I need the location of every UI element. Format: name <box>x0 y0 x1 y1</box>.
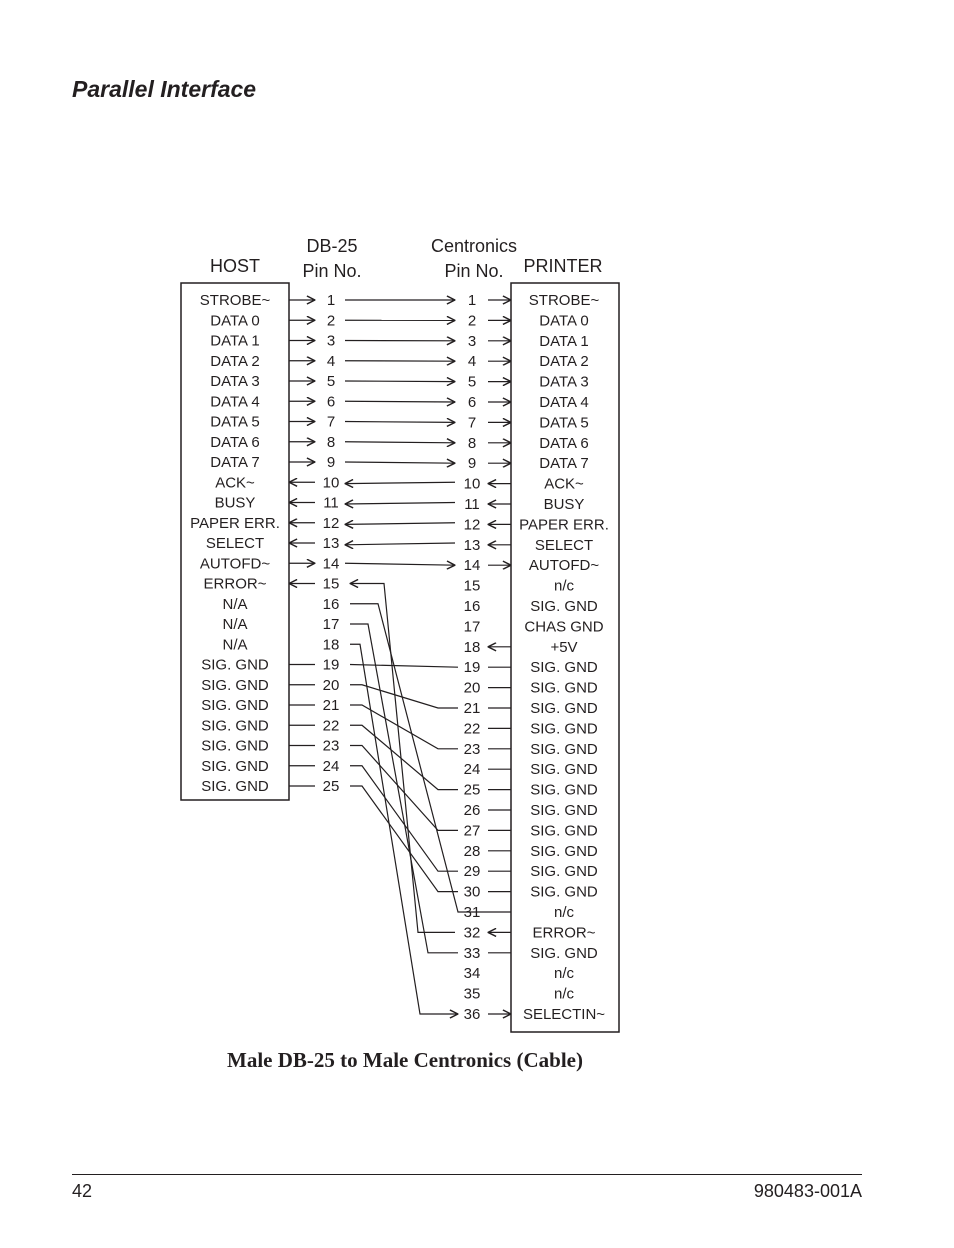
db25-pin-20: 20 <box>322 676 340 694</box>
wire-db25-5-to-centronics-5 <box>345 381 455 382</box>
centronics-pin-24: 24 <box>463 761 481 779</box>
printer-signal-sig-gnd: SIG. GND <box>530 802 598 819</box>
host-signal-paper-err: PAPER ERR. <box>190 514 280 532</box>
db25-header-line1: DB-25 <box>306 236 358 256</box>
printer-label: PRINTER <box>523 256 603 276</box>
centronics-pin-1: 1 <box>467 292 477 309</box>
host-signal-data-2: DATA 2 <box>210 352 260 370</box>
wire-db25-22-to-centronics-25 <box>350 725 458 789</box>
db25-pin-6: 6 <box>326 393 336 411</box>
host-signal-sig-gnd: SIG. GND <box>201 757 269 775</box>
printer-signal-chas-gnd: CHAS GND <box>524 618 604 636</box>
printer-signal-sig-gnd: SIG. GND <box>530 720 598 738</box>
wire-db25-6-to-centronics-6 <box>345 401 455 402</box>
centronics-pin-3: 3 <box>467 332 477 350</box>
printer-signal-sig-gnd: SIG. GND <box>530 740 598 758</box>
centronics-pin-28: 28 <box>463 842 481 860</box>
db25-pin-10: 10 <box>322 474 340 492</box>
host-signal-n-a: N/A <box>222 616 248 633</box>
printer-signal-sig-gnd: SIG. GND <box>530 863 598 881</box>
db25-header-line2: Pin No. <box>302 261 362 281</box>
wire-db25-21-to-centronics-23 <box>350 705 458 749</box>
host-signal-data-6: DATA 6 <box>210 433 260 451</box>
centronics-pin-12: 12 <box>463 516 481 534</box>
centronics-pin-34: 34 <box>463 965 481 983</box>
host-signal-data-3: DATA 3 <box>210 373 260 390</box>
printer-signal-ack: ACK~ <box>544 475 584 493</box>
centronics-pin-13: 13 <box>463 536 481 554</box>
wire-db25-15-to-centronics-32 <box>350 584 455 933</box>
host-signal-busy: BUSY <box>214 494 256 512</box>
wire-db25-12-to-centronics-12 <box>345 523 455 525</box>
host-label: HOST <box>209 256 261 276</box>
centronics-pin-20: 20 <box>463 679 481 697</box>
centronics-pin-27: 27 <box>463 822 481 840</box>
section-title: Parallel Interface <box>72 76 257 102</box>
host-signal-n-a: N/A <box>222 636 248 654</box>
host-signal-sig-gnd: SIG. GND <box>201 737 269 755</box>
printer-signal-paper-err: PAPER ERR. <box>519 516 609 534</box>
printer-signal-sig-gnd: SIG. GND <box>530 842 598 860</box>
centronics-pin-31: 31 <box>463 904 481 921</box>
db25-pin-17: 17 <box>322 616 340 633</box>
wire-db25-7-to-centronics-7 <box>345 422 455 423</box>
host-signal-data-4: DATA 4 <box>210 393 260 411</box>
centronics-pin-22: 22 <box>463 720 481 738</box>
centronics-pin-30: 30 <box>463 883 481 901</box>
centronics-pin-6: 6 <box>467 394 477 411</box>
wire-db25-8-to-centronics-8 <box>345 442 455 443</box>
printer-signal-selectin: SELECTIN~ <box>522 1006 606 1023</box>
printer-signal-sig-gnd: SIG. GND <box>530 659 598 677</box>
db25-pin-18: 18 <box>322 636 340 654</box>
centronics-pin-4: 4 <box>467 353 477 371</box>
centronics-pin-15: 15 <box>463 577 481 595</box>
centronics-pin-9: 9 <box>467 455 477 473</box>
printer-signal-sig-gnd: SIG. GND <box>530 761 598 779</box>
wire-db25-18-to-centronics-36 <box>350 644 458 1014</box>
host-signal-data-0: DATA 0 <box>210 312 260 330</box>
page-number: 42 <box>72 1181 93 1201</box>
db25-pin-14: 14 <box>322 555 340 573</box>
db25-pin-13: 13 <box>322 535 340 552</box>
centronics-pin-26: 26 <box>463 802 481 819</box>
wire-db25-19-to-centronics-19 <box>350 665 458 668</box>
wire-db25-13-to-centronics-13 <box>345 543 455 545</box>
host-signal-data-1: DATA 1 <box>210 332 260 350</box>
centronics-pin-8: 8 <box>467 434 477 452</box>
printer-signal-data-6: DATA 6 <box>539 434 589 452</box>
db25-pin-24: 24 <box>322 757 340 775</box>
db25-pin-19: 19 <box>322 656 340 674</box>
printer-signal-data-5: DATA 5 <box>539 414 589 432</box>
host-signal-sig-gnd: SIG. GND <box>201 778 269 795</box>
printer-signal-n-c: n/c <box>553 965 575 983</box>
centronics-pin-21: 21 <box>463 700 481 717</box>
db25-pin-22: 22 <box>322 717 340 735</box>
centronics-pin-32: 32 <box>463 924 481 942</box>
wire-db25-11-to-centronics-11 <box>345 503 455 505</box>
centronics-pin-14: 14 <box>463 557 481 575</box>
host-signal-select: SELECT <box>205 535 265 552</box>
db25-pin-5: 5 <box>326 373 336 390</box>
centronics-header-line1: Centronics <box>430 236 518 256</box>
printer-signal-sig-gnd: SIG. GND <box>530 822 598 840</box>
printer-signal-sig-gnd: SIG. GND <box>530 700 598 717</box>
db25-pin-23: 23 <box>322 737 340 755</box>
wire-db25-10-to-centronics-10 <box>345 482 455 483</box>
host-signal-data-5: DATA 5 <box>210 413 260 431</box>
db25-pin-21: 21 <box>322 697 340 714</box>
host-signal-autofd: AUTOFD~ <box>199 555 271 573</box>
printer-signal-n-c: n/c <box>553 985 575 1003</box>
wire-db25-14-to-centronics-14 <box>345 563 455 565</box>
printer-signal-autofd: AUTOFD~ <box>528 557 600 575</box>
figure-caption: Male DB-25 to Male Centronics (Cable) <box>227 1048 583 1072</box>
db25-pin-3: 3 <box>326 332 336 350</box>
centronics-pin-36: 36 <box>463 1006 481 1023</box>
host-signal-sig-gnd: SIG. GND <box>201 676 269 694</box>
db25-pin-15: 15 <box>322 575 340 593</box>
db25-pin-25: 25 <box>322 778 340 795</box>
host-signal-sig-gnd: SIG. GND <box>201 697 269 714</box>
centronics-pin-29: 29 <box>463 863 481 881</box>
centronics-pin-11: 11 <box>464 496 480 513</box>
printer-signal-select: SELECT <box>534 536 594 554</box>
centronics-pin-7: 7 <box>467 414 477 432</box>
db25-pin-4: 4 <box>326 352 336 370</box>
db25-pin-2: 2 <box>326 312 336 330</box>
printer-signal-sig-gnd: SIG. GND <box>530 781 598 799</box>
printer-signal-error: ERROR~ <box>532 924 596 942</box>
host-signal-error: ERROR~ <box>203 575 267 593</box>
host-signal-ack: ACK~ <box>215 474 255 492</box>
centronics-header-line2: Pin No. <box>444 261 504 281</box>
centronics-pin-5: 5 <box>467 373 477 391</box>
centronics-pin-18: 18 <box>463 638 481 656</box>
footer-divider <box>72 1174 862 1175</box>
printer-signal-sig-gnd: SIG. GND <box>530 598 598 615</box>
printer-signal-sig-gnd: SIG. GND <box>530 679 598 697</box>
printer-signal-data-1: DATA 1 <box>539 332 589 350</box>
host-signal-strobe: STROBE~ <box>199 292 271 309</box>
centronics-pin-19: 19 <box>463 659 481 677</box>
wire-db25-25-to-centronics-30 <box>350 786 458 892</box>
centronics-pin-10: 10 <box>463 475 481 493</box>
printer-signal-data-7: DATA 7 <box>539 455 589 473</box>
printer-signal-busy: BUSY <box>543 496 585 513</box>
centronics-pin-2: 2 <box>467 312 477 330</box>
centronics-pin-33: 33 <box>463 944 481 962</box>
db25-pin-8: 8 <box>326 433 336 451</box>
db25-pin-12: 12 <box>322 514 340 532</box>
centronics-pin-25: 25 <box>463 781 481 799</box>
printer-signal-sig-gnd: SIG. GND <box>530 883 598 901</box>
db25-pin-9: 9 <box>326 454 336 471</box>
db25-pin-7: 7 <box>326 413 336 431</box>
centronics-pin-23: 23 <box>463 740 481 758</box>
printer-signal-data-3: DATA 3 <box>539 373 589 391</box>
db25-pin-1: 1 <box>326 292 336 309</box>
printer-signal-sig-gnd: SIG. GND <box>530 944 598 962</box>
printer-signal-data-4: DATA 4 <box>539 394 589 411</box>
db25-pin-16: 16 <box>322 595 340 613</box>
document-number: 980483-001A <box>753 1181 862 1201</box>
centronics-pin-35: 35 <box>463 985 481 1003</box>
printer-signal-strobe: STROBE~ <box>528 292 600 309</box>
db25-pin-11: 11 <box>323 494 339 512</box>
host-signal-sig-gnd: SIG. GND <box>201 717 269 735</box>
printer-signal-n-c: n/c <box>553 577 575 595</box>
printer-signal-data-0: DATA 0 <box>539 312 589 330</box>
centronics-pin-16: 16 <box>463 598 481 615</box>
wire-db25-9-to-centronics-9 <box>345 462 455 463</box>
printer-signal-5v: +5V <box>550 638 578 656</box>
centronics-pin-17: 17 <box>463 618 481 636</box>
printer-signal-data-2: DATA 2 <box>539 353 589 371</box>
host-signal-data-7: DATA 7 <box>210 454 260 471</box>
host-signal-sig-gnd: SIG. GND <box>201 656 269 674</box>
printer-signal-n-c: n/c <box>553 904 575 921</box>
host-signal-n-a: N/A <box>222 595 248 613</box>
